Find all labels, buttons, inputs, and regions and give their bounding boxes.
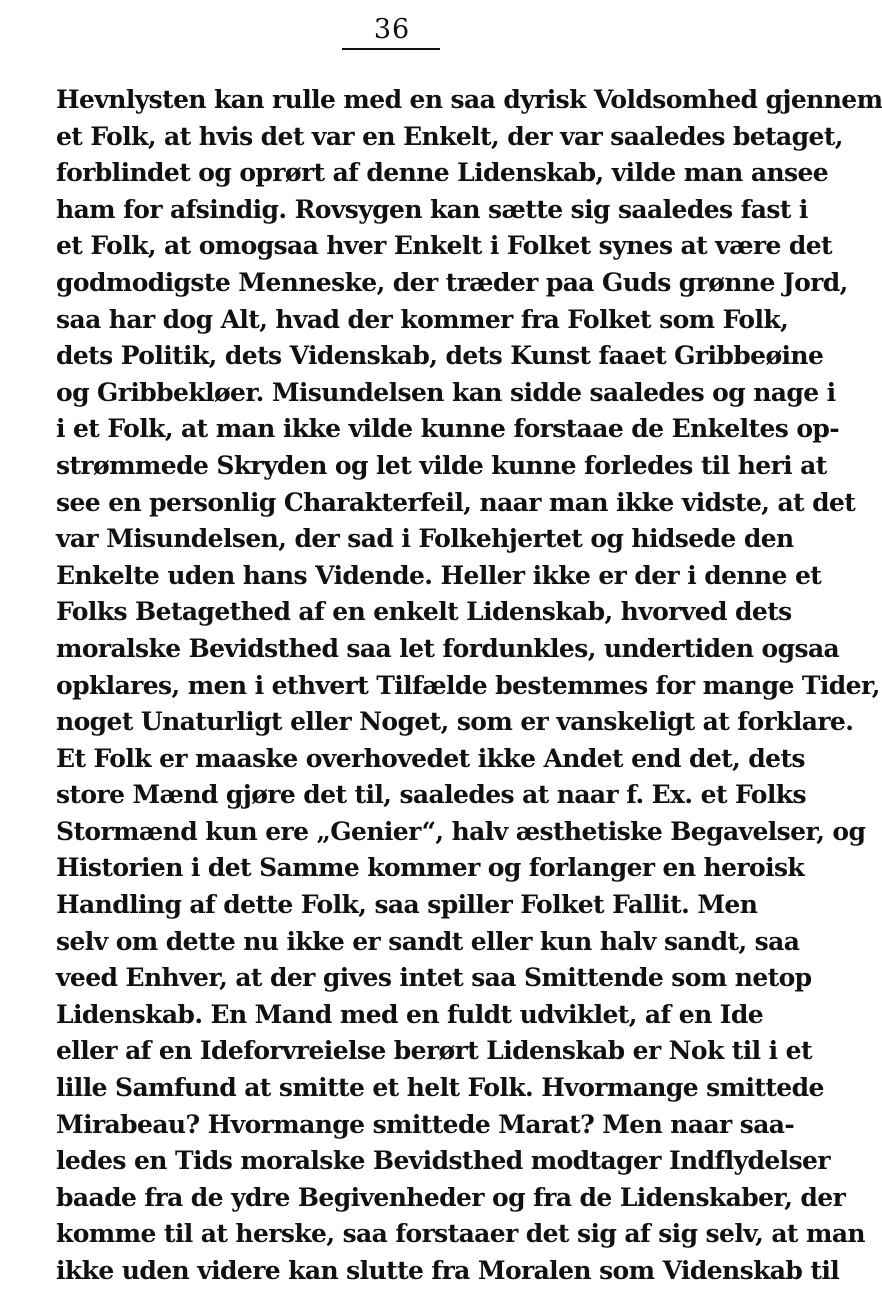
text-line: forblindet og oprørt af denne Lidenskab, vilde man ansee bbox=[56, 158, 829, 188]
text-line: Handling af dette Folk, saa spiller Folket Fallit. Men bbox=[56, 890, 758, 920]
text-line: Historien i det Samme kommer og forlanger en heroisk bbox=[56, 853, 805, 883]
text-line: Et Folk er maaske overhovedet ikke Andet end det, dets bbox=[56, 743, 805, 773]
text-line: baade fra de ydre Begivenheder og fra de Lidenskaber, der bbox=[56, 1182, 846, 1212]
text-line: ham for afsindig. Rovsygen kan sætte sig saaledes fast i bbox=[56, 194, 808, 224]
text-line: godmodigste Menneske, der træder paa Guds grønne Jord, bbox=[56, 267, 848, 297]
text-line: ikke uden videre kan slutte fra Moralen som Videnskab til bbox=[56, 1256, 840, 1285]
text-line: selv om dette nu ikke er sandt eller kun halv sandt, saa bbox=[56, 926, 800, 956]
text-line: veed Enhver, at der gives intet saa Smittende som netop bbox=[56, 963, 812, 993]
text-line: og Gribbekløer. Misundelsen kan sidde saaledes og nage i bbox=[56, 377, 836, 407]
text-line: ledes en Tids moralske Bevidsthed modtager Indflydelser bbox=[56, 1146, 830, 1176]
text-line: moralske Bevidsthed saa let fordunkles, undertiden ogsaa bbox=[56, 633, 840, 663]
text-line: Lidenskab. En Mand med en fuldt udviklet, af en Ide bbox=[56, 999, 764, 1029]
text-line: saa har dog Alt, hvad der kommer fra Folket som Folk, bbox=[56, 304, 789, 334]
text-line: opklares, men i ethvert Tilfælde bestemmes for mange Tider, bbox=[56, 670, 880, 700]
text-line: var Misundelsen, der sad i Folkehjertet og hidsede den bbox=[56, 524, 794, 554]
page-number: 36 bbox=[373, 14, 411, 45]
text-line: store Mænd gjøre det til, saaledes at naar f. Ex. et Folks bbox=[56, 780, 806, 810]
text-line: i et Folk, at man ikke vilde kunne forstaae de Enkeltes op- bbox=[56, 414, 840, 444]
text-line: strømmede Skryden og let vilde kunne forledes til heri at bbox=[56, 450, 827, 480]
text-line: et Folk, at omogsaa hver Enkelt i Folket synes at være det bbox=[56, 231, 833, 261]
text-line: Mirabeau? Hvormange smittede Marat? Men naar saa- bbox=[56, 1109, 795, 1139]
header-rule bbox=[342, 48, 440, 50]
text-line: dets Politik, dets Videnskab, dets Kunst faaet Gribbeøine bbox=[56, 341, 824, 371]
body-text bbox=[56, 82, 882, 1290]
text-line: eller af en Ideforvreielse berørt Lidenskab er Nok til i et bbox=[56, 1036, 812, 1066]
text-line: Stormænd kun ere „Genier“, halv æsthetiske Begavelser, og bbox=[56, 816, 866, 846]
text-line: see en personlig Charakterfeil, naar man ikke vidste, at det bbox=[56, 487, 856, 517]
text-line: lille Samfund at smitte et helt Folk. Hvormange smittede bbox=[56, 1073, 824, 1103]
text-line: komme til at herske, saa forstaaer det sig af sig selv, at man bbox=[56, 1219, 866, 1249]
text-line: Hevnlysten kan rulle med en saa dyrisk Voldsomhed gjennem bbox=[56, 85, 882, 114]
text-line: noget Unaturligt eller Noget, som er vanskeligt at forklare. bbox=[56, 707, 854, 737]
text-line: Folks Betagethed af en enkelt Lidenskab, hvorved dets bbox=[56, 597, 792, 627]
text-line: Enkelte uden hans Vidende. Heller ikke er der i denne et bbox=[56, 560, 822, 590]
text-line: et Folk, at hvis det var en Enkelt, der var saaledes betaget, bbox=[56, 121, 843, 151]
